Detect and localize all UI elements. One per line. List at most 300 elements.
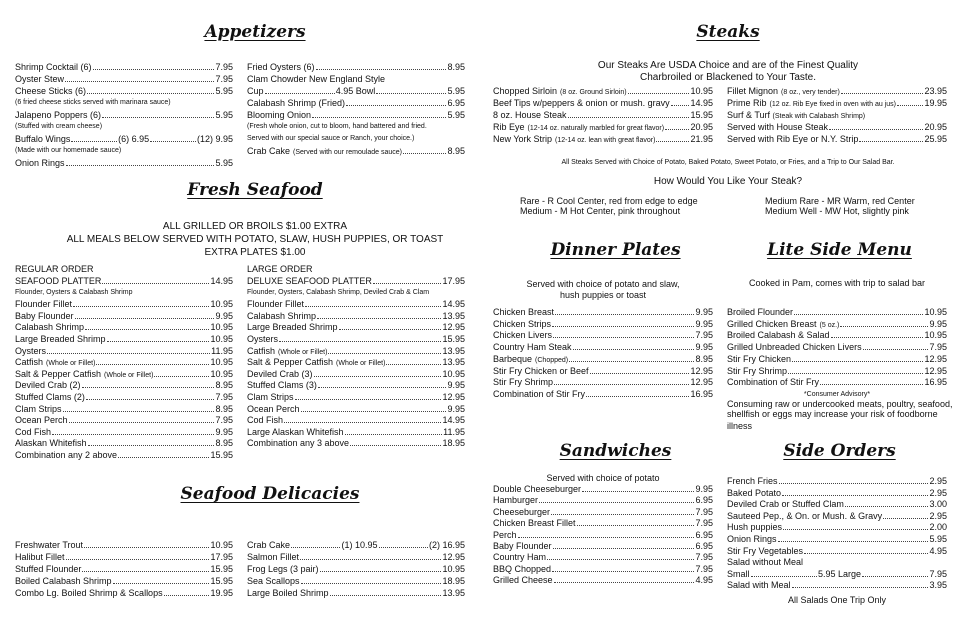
meals-note: ALL MEALS BELOW SERVED WITH POTATO, SLAW, HUSH PUPPIES, OR TOAST	[66, 234, 444, 245]
item-name: Chicken Breast	[493, 307, 555, 317]
steaks-heading: Steaks	[696, 22, 760, 42]
lite-side-heading: Lite Side Menu	[767, 240, 912, 260]
item-name: Onion Rings	[727, 534, 777, 544]
menu-item	[727, 487, 947, 499]
dot-leader	[671, 105, 690, 106]
dot-leader	[829, 129, 923, 130]
large-order-label: LARGE ORDER	[247, 264, 313, 274]
item-price: 25.95	[924, 134, 947, 144]
item-name: Boiled Calabash Shrimp	[15, 576, 112, 586]
item-price: 9.95	[215, 310, 233, 321]
item-price: 14.95	[442, 299, 465, 310]
steaks-served-note: All Steaks Served with Choice of Potato, Baked Potato, Sweet Potato, or Fries, and a Trip to Our Salad Bar.	[561, 159, 895, 166]
item-heading-text: Clam Chowder New England Style	[247, 74, 386, 84]
item-name: Oysters	[15, 345, 47, 356]
dot-leader	[783, 529, 928, 530]
dot-leader	[551, 514, 694, 515]
item-price: 10.95	[690, 86, 713, 96]
item-price: 18.95	[442, 576, 465, 586]
dot-leader	[782, 495, 928, 496]
item-name: Flounder Fillet	[15, 299, 73, 310]
item-name: Salt & Pepper Catfish	[247, 357, 334, 368]
dot-leader	[792, 361, 923, 362]
dot-leader	[317, 318, 441, 319]
item-price: 7.95	[215, 415, 233, 426]
item-price: 6.95	[695, 529, 713, 540]
menu-item	[493, 376, 713, 388]
item-detail: (Whole or Fillet)	[278, 348, 328, 356]
fresh-seafood-heading: Fresh Seafood	[187, 180, 323, 200]
item-name: Large Breaded Shrimp	[247, 322, 338, 333]
item-price: 9.95	[695, 484, 713, 494]
item-price: 12.95	[442, 322, 465, 333]
item-price: 19.95	[924, 98, 947, 108]
dot-leader	[82, 387, 215, 388]
menu-item	[247, 563, 465, 575]
dinner-intro-2: hush puppies or toast	[559, 290, 647, 300]
item-price: 2.95	[929, 487, 947, 498]
item-price: 23.95	[924, 86, 947, 96]
item-name: Hush puppies	[727, 522, 783, 533]
item-name: Grilled Cheese	[493, 575, 553, 586]
dot-leader	[403, 153, 446, 154]
dot-leader	[883, 518, 928, 519]
item-name: Stuffed Flounder	[15, 564, 82, 574]
item-price: 6.95	[695, 541, 713, 551]
item-name: Buffalo Wings	[15, 134, 71, 144]
dot-leader	[552, 571, 694, 572]
item-name: Combination of Stir Fry	[727, 377, 820, 388]
steaks-intro-1: Our Steaks Are USDA Choice and are of the Finest Quality	[597, 60, 859, 71]
item-price: 7.95	[695, 563, 713, 574]
menu-item	[247, 379, 465, 391]
item-price: 2.95	[929, 476, 947, 486]
dot-leader	[66, 559, 210, 560]
menu-item	[247, 85, 465, 97]
menu-item	[727, 568, 947, 580]
dot-leader	[804, 553, 928, 554]
item-price: 13.95	[442, 310, 465, 321]
dot-leader	[554, 384, 689, 385]
item-price: 10.95	[210, 540, 233, 550]
item-price: 14.95	[210, 276, 233, 286]
dot-leader	[553, 337, 694, 338]
menu-item	[247, 275, 465, 287]
dot-leader	[553, 548, 695, 549]
menu-item	[15, 437, 233, 449]
dot-leader	[376, 93, 446, 94]
dot-leader	[316, 69, 447, 70]
dot-leader	[52, 434, 214, 435]
item-heading-text: Salad without Meal	[727, 557, 804, 568]
item-name: Grilled Unbreaded Chicken Livers	[727, 342, 862, 353]
item-name: Stir Fry Shrimp	[493, 377, 554, 388]
dot-leader	[65, 81, 214, 82]
menu-item	[15, 379, 233, 391]
menu-item	[493, 483, 713, 495]
item-price: 14.95	[442, 415, 465, 426]
dinner-intro-1: Served with choice of potato and slaw,	[526, 279, 680, 289]
dot-leader	[665, 129, 689, 130]
item-price: 15.95	[690, 110, 713, 120]
item-price: 8.95	[215, 380, 233, 391]
item-note: Flounder, Oysters, Calabash Shrimp, Deviled Crab & Clam	[247, 288, 430, 296]
item-name: Flounder Fillet	[247, 299, 305, 310]
dot-leader	[863, 349, 929, 350]
extra-plates-note: EXTRA PLATES $1.00	[204, 247, 306, 258]
item-name: Sea Scallops	[247, 576, 300, 586]
item-price: 11.95	[443, 426, 465, 437]
dot-leader	[107, 341, 210, 342]
dot-leader	[75, 318, 215, 319]
item-name: Deviled Crab (2)	[15, 380, 81, 391]
dot-leader	[295, 399, 442, 400]
dot-leader	[301, 411, 447, 412]
item-detail: (8 oz. Ground Sirloin)	[560, 89, 627, 96]
menu-item	[15, 133, 233, 145]
dot-leader	[102, 283, 209, 284]
item-detail: (Whole or Fillet)	[104, 371, 154, 379]
item-heading-text: Surf & Turf	[727, 110, 771, 120]
item-price: 5.95	[447, 86, 466, 96]
item-price: 21.95	[690, 134, 713, 144]
menu-item	[15, 73, 233, 85]
dot-leader	[840, 326, 928, 327]
item-price: 19.95	[210, 588, 233, 598]
item-name: Alaskan Whitefish	[15, 438, 87, 449]
item-price: 7.95	[695, 518, 713, 529]
item-price: 10.95	[924, 330, 947, 341]
menu-item	[15, 345, 233, 357]
dot-leader	[792, 587, 929, 588]
item-price: 7.95	[929, 342, 947, 353]
item-price: 8.95	[447, 62, 465, 72]
dot-leader	[85, 329, 209, 330]
item-price: 16.95	[690, 388, 713, 399]
menu-item	[15, 85, 233, 97]
appetizers-heading: Appetizers	[204, 22, 306, 42]
dot-leader	[788, 373, 923, 374]
item-price-alt: (1) 10.95	[341, 540, 378, 550]
item-detail: (Chopped)	[535, 356, 569, 364]
dot-leader	[265, 93, 335, 94]
dot-leader	[47, 353, 210, 354]
item-name: Large Boiled Shrimp	[247, 588, 329, 598]
item-price: 8.95	[695, 353, 713, 364]
item-price: 7.95	[215, 392, 233, 402]
dot-leader	[590, 373, 690, 374]
menu-item	[493, 133, 713, 147]
dot-leader	[102, 117, 214, 118]
menu-item	[727, 510, 947, 522]
item-price: 2.95	[929, 510, 947, 521]
menu-item	[727, 376, 947, 388]
menu-item	[493, 365, 713, 377]
advisory-title: *Consumer Advisory*	[803, 391, 871, 398]
dot-leader	[73, 306, 209, 307]
item-price: 5.95	[215, 86, 233, 96]
dot-leader	[93, 69, 215, 70]
item-name: BBQ Chopped	[493, 563, 552, 574]
dot-leader	[350, 445, 441, 446]
menu-item	[15, 391, 233, 403]
item-name: Grilled Chicken Breast	[727, 318, 817, 329]
dinner-plates-heading: Dinner Plates	[550, 240, 681, 260]
item-price: 9.95	[447, 380, 465, 391]
item-price: 14.95	[690, 98, 713, 108]
menu-item	[247, 426, 465, 438]
seafood-delicacies-heading: Seafood Delicacies	[180, 484, 360, 504]
side-orders-heading: Side Orders	[783, 441, 896, 461]
menu-item	[493, 529, 713, 541]
dot-leader	[291, 547, 340, 548]
item-price: 11.95	[211, 345, 233, 356]
menu-item	[15, 414, 233, 426]
item-name: Jalapeno Poppers (6)	[15, 110, 102, 120]
item-name: Oysters	[247, 334, 279, 344]
salads-footer: All Salads One Trip Only	[787, 595, 887, 605]
menu-item	[727, 329, 947, 341]
menu-item	[15, 310, 233, 322]
menu-item	[493, 341, 713, 353]
menu-item	[727, 365, 947, 377]
item-name: Onion Rings	[15, 158, 65, 168]
item-price: 10.95	[210, 322, 233, 333]
dot-leader	[573, 349, 695, 350]
dot-leader	[84, 547, 209, 548]
dot-leader	[318, 387, 447, 388]
item-price: 15.95	[210, 450, 233, 460]
item-detail: (12-14 oz. naturally marbled for great flavor)	[527, 125, 665, 132]
menu-item	[15, 587, 233, 599]
item-name: SEAFOOD PLATTER	[15, 276, 102, 286]
dot-leader	[518, 537, 695, 538]
item-name: Oyster Stew	[15, 74, 65, 84]
item-name: Hamburger	[493, 495, 539, 506]
item-price: 9.95	[447, 403, 465, 414]
menu-item	[15, 157, 233, 169]
item-name: Beef Tips w/peppers & onion or mush. gravy	[493, 98, 670, 108]
item-price-alt: 5.95 Large	[817, 568, 862, 579]
item-price: 9.95	[215, 426, 233, 437]
menu-item	[247, 61, 465, 73]
menu-item	[727, 521, 947, 533]
dot-leader	[300, 559, 441, 560]
item-price: 7.95	[695, 506, 713, 517]
menu-item	[727, 498, 947, 510]
dot-leader	[859, 141, 923, 142]
item-name: Double Cheeseburger	[493, 484, 582, 494]
dot-leader	[751, 576, 817, 577]
item-price: 2.00	[929, 522, 947, 533]
menu-item	[727, 533, 947, 545]
advisory-line-1: Consuming raw or undercooked meats, poultry, seafood,	[727, 399, 953, 409]
dot-leader	[284, 422, 441, 423]
menu-item	[15, 551, 233, 563]
item-name: Cup	[247, 86, 264, 96]
item-price: 10.95	[442, 564, 465, 574]
item-price: 7.95	[695, 330, 713, 341]
regular-order-label: REGULAR ORDER	[15, 264, 94, 274]
menu-item	[247, 575, 465, 587]
item-name: Blooming Onion	[247, 110, 312, 120]
item-name: Combo Lg. Boiled Shrimp & Scallops	[15, 588, 163, 598]
menu-item	[15, 426, 233, 438]
item-heading	[727, 556, 947, 568]
menu-item	[727, 306, 947, 318]
dot-leader	[841, 93, 924, 94]
dot-leader	[339, 329, 442, 330]
item-price: (2) 16.95	[428, 540, 465, 550]
item-price: 7.95	[215, 74, 233, 84]
item-price: 4.95	[929, 545, 947, 556]
menu-item	[247, 437, 465, 449]
steak-temp-question: How Would You Like Your Steak?	[653, 176, 803, 187]
menu-item	[247, 587, 465, 599]
item-price: 10.95	[442, 368, 465, 379]
menu-item	[247, 414, 465, 426]
dot-leader	[586, 396, 689, 397]
dot-leader	[628, 93, 690, 94]
dot-leader	[164, 595, 210, 596]
item-price: 5.95	[447, 110, 465, 120]
menu-item	[493, 306, 713, 318]
item-note: Served with our special sauce or Ranch, your choice.)	[247, 135, 415, 142]
item-price: 9.95	[929, 318, 947, 329]
item-name: Clam Strips	[15, 403, 62, 414]
item-price: 12.95	[924, 353, 947, 364]
menu-item	[15, 563, 233, 575]
item-detail: (12-14 oz. lean with great flavor)	[555, 137, 656, 144]
menu-item	[247, 391, 465, 403]
item-detail: (8 oz., very tender)	[781, 89, 840, 96]
item-price: 6.95	[695, 495, 713, 506]
item-name: Sauteed Pep., & On. or Mush. & Gravy	[727, 510, 883, 521]
dot-leader	[312, 117, 446, 118]
dot-leader	[386, 364, 441, 365]
dot-leader	[154, 376, 209, 377]
dot-leader	[305, 306, 441, 307]
item-price-alt: 4.95 Bowl	[335, 86, 376, 96]
menu-item	[727, 121, 947, 133]
item-name: French Fries	[727, 476, 778, 486]
dot-leader	[118, 457, 209, 458]
item-price: 9.95	[695, 307, 713, 317]
menu-item	[15, 539, 233, 551]
item-price: 17.95	[442, 276, 465, 286]
item-name: Calabash Shrimp	[15, 322, 85, 333]
item-price: 9.95	[695, 342, 713, 353]
item-price: 15.95	[442, 334, 465, 344]
item-name: Stuffed Clams (2)	[15, 392, 85, 402]
dot-leader	[113, 583, 210, 584]
item-price: 7.95	[215, 62, 233, 72]
dot-leader	[320, 571, 442, 572]
menu-item	[247, 310, 465, 322]
menu-item	[15, 333, 233, 345]
item-detail: (5 oz.)	[819, 321, 840, 329]
item-name: Large Alaskan Whitefish	[247, 426, 344, 437]
dot-leader	[379, 547, 428, 548]
menu-item	[493, 551, 713, 563]
item-name: Chicken Livers	[493, 330, 553, 341]
item-price: 17.95	[210, 552, 233, 562]
item-name: Small	[727, 568, 750, 579]
dot-leader	[577, 525, 695, 526]
item-name: Broiled Flounder	[727, 307, 794, 317]
sandwiches-heading: Sandwiches	[559, 441, 672, 461]
item-price: 8.95	[447, 146, 465, 156]
menu-item	[493, 318, 713, 330]
dot-leader	[328, 353, 441, 354]
dot-leader	[373, 283, 442, 284]
menu-item	[15, 449, 233, 461]
item-price: 13.95	[442, 588, 465, 598]
menu-item	[247, 551, 465, 563]
item-name: Stir Fry Shrimp	[727, 365, 788, 376]
item-price: 12.95	[690, 377, 713, 388]
item-price: 10.95	[210, 299, 233, 310]
item-price: 5.95	[215, 110, 233, 120]
menu-item	[493, 574, 713, 586]
item-price: (12) 9.95	[196, 134, 233, 144]
menu-item	[727, 579, 947, 591]
advisory-line-2: shellfish or eggs may increase your risk of foodborne illness	[727, 409, 938, 431]
dot-leader	[69, 422, 215, 423]
item-name: Baby Flounder	[15, 310, 74, 321]
item-name: Ocean Perch	[15, 415, 68, 426]
dot-leader	[330, 595, 442, 596]
menu-item	[493, 97, 713, 109]
item-price: 13.95	[442, 357, 465, 368]
menu-item	[15, 403, 233, 415]
item-name: Stir Fry Chicken	[727, 353, 792, 364]
item-name: Baked Potato	[727, 487, 782, 498]
item-name: Country Ham Steak	[493, 342, 572, 353]
item-name: Cod Fish	[15, 426, 52, 437]
item-name: Frog Legs (3 pair)	[247, 564, 319, 574]
menu-item	[493, 494, 713, 506]
menu-item	[247, 109, 465, 121]
item-name: Country Ham	[493, 552, 547, 563]
item-name: Perch	[493, 529, 517, 540]
temp-medium-well: Medium Well - MW Hot, slightly pink	[765, 206, 909, 216]
menu-item	[15, 575, 233, 587]
item-name: Stir Fry Vegetables	[727, 545, 804, 556]
item-price: 7.95	[929, 568, 947, 579]
item-name: Cod Fish	[247, 415, 284, 426]
item-name: Broiled Calabash & Salad	[727, 330, 830, 341]
item-price: 6.95	[447, 98, 465, 108]
item-detail: (Whole or Fillet)	[336, 360, 386, 368]
item-price: 10.95	[210, 334, 233, 344]
item-price: 3.00	[929, 499, 947, 510]
item-detail: (Whole or Fillet)	[46, 360, 96, 368]
item-name: Freshwater Trout	[15, 540, 84, 550]
dot-leader	[555, 314, 694, 315]
dot-leader	[346, 105, 446, 106]
item-price: 5.95	[929, 534, 947, 544]
menu-item	[493, 329, 713, 341]
lite-intro: Cooked in Pam, comes with trip to salad bar	[748, 278, 926, 288]
item-price: 3.95	[929, 580, 947, 591]
menu-item	[727, 353, 947, 365]
item-name: New York Strip	[493, 134, 553, 144]
item-detail: (Steak with Calabash Shrimp)	[772, 113, 866, 120]
item-name: Fried Oysters (6)	[247, 62, 315, 72]
sandwiches-intro: Served with choice of potato	[546, 473, 660, 483]
dot-leader	[150, 141, 196, 142]
